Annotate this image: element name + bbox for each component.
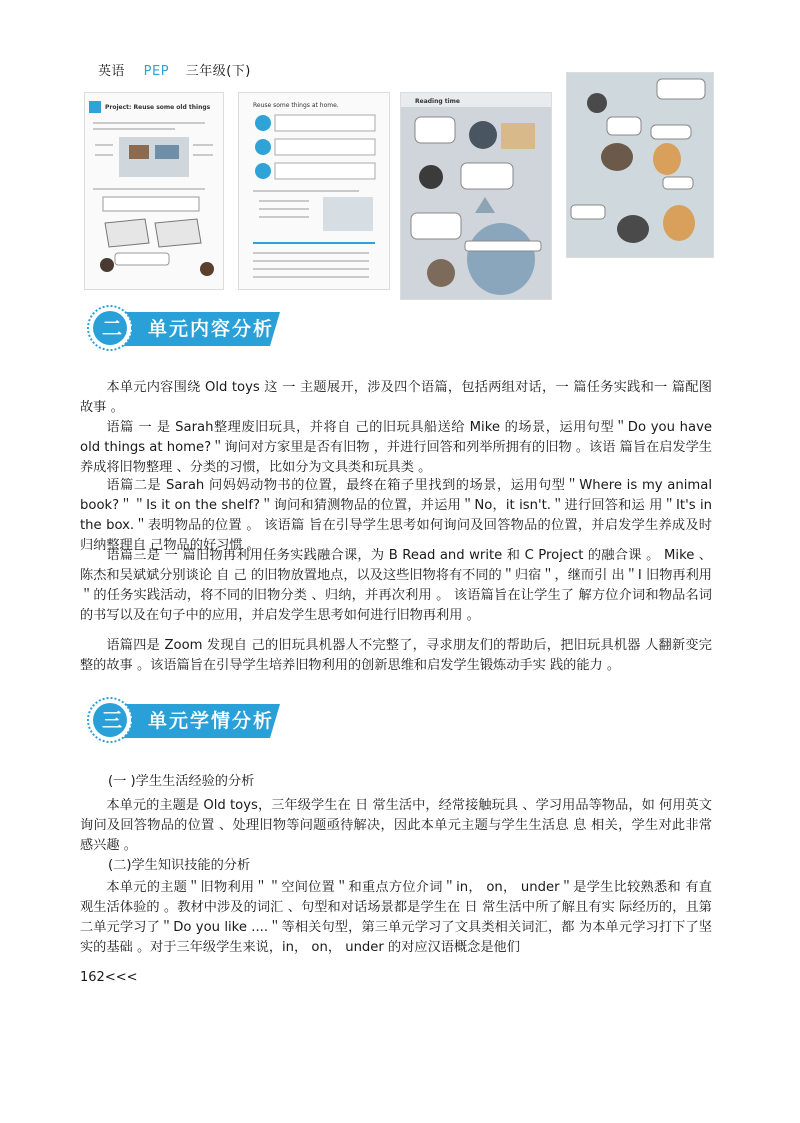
section-title: 单元学情分析 [148,710,275,732]
textbook-thumbnail-2 [238,92,390,290]
story-illustration [567,73,713,257]
project-page-illustration [85,93,223,289]
section-heading-content-analysis [84,304,284,352]
paragraph-knowledge-skills: 本单元的主题＂旧物利用＂＂空间位置＂和重点方位介词＂in， on， under＂是学生比较熟悉和 有直观生活体验的 。教材中涉及的词汇 、句型和对话场景都是学生在 日 常生活中所了解且有实 际经历的，且第二单元学习了＂Do you like ....＂等相关句型，第三单元学习了文具类相关词汇，都 为本单元学习打下了坚实的基础 。对于三年级学生来说，in， on， under 的对应汉语概念是他们 [80,880,712,955]
subheading-knowledge-skills: (二)学生知识技能的分析 [108,858,251,873]
paragraph-text-1: 语篇 一 是 Sarah整理废旧玩具，并将自 己的旧玩具船送给 Mike 的场景，运用句型＂Do you have old things at home?＂询问对方家里是否有旧物 ，并进行回答和列举所拥有的旧物 。该语 篇旨在启发学生养成将旧物整理 、分类的习惯，比如分为文具类和玩具类 。 [80,420,712,475]
paragraph-text-3: 语篇三是 一 篇旧物再利用任务实践融合课，为 B Read and write 和 C Project 的融合课 。 Mike 、陈杰和吴斌斌分别谈论 自 己 的旧物放置地点，以及这些旧物将有不同的＂归宿＂，继而引 出＂I 旧物再利用＂的任务实践活动，将不同的旧物分类 、归纳，并再次利用 。 该语篇旨在让学生了 解方位介词和物品名词的书写以及在句子中的应用，并启发学生思考如何进行旧物再利用 。 [80,548,712,623]
subheading-life-experience: (一 )学生生活经验的分析 [108,774,255,789]
paragraph-intro: 本单元内容围绕 Old toys 这 一 主题展开，涉及四个语篇，包括两组对话，一 篇任务实践和一 篇配图故事 。 [80,380,712,415]
textbook-thumbnail-4 [566,72,714,258]
page-header [98,60,251,79]
header-subject: 英语 [98,64,126,79]
paragraph-text-4: 语篇四是 Zoom 发现自 己的旧玩具机器人不完整了，寻求朋友们的帮助后，把旧玩具机器 人翻新变完整的故事 。该语篇旨在引导学生培养旧物利用的创新思维和启发学生锻炼动手实 践的能力 。 [80,638,712,673]
section-heading-learner-analysis [84,696,284,744]
header-grade: 三年级(下) [185,64,251,79]
textbook-thumbnail-1 [84,92,224,290]
reuse-steps-illustration [239,93,389,289]
section-number: 三 [102,708,122,732]
header-edition: PEP [143,64,170,79]
thumb2-title: Reuse some things at home. [253,102,339,109]
page-number: 162<<< [80,970,138,985]
thumb3-title: Reading time [415,98,460,105]
section-number: 二 [102,316,122,340]
paragraph-text-2: 语篇二是 Sarah 问妈妈动物书的位置，最终在箱子里找到的场景，运用句型＂Where is my animal book?＂＂Is it on the shelf?＂询问和猜测物品的位置，并运用＂No，it isn't.＂进行回答和运 用＂It's in the box.＂表明物品的位置 。 该语篇 旨在引导学生思考如何询问及回答物品的位置，并启发学生养成及时归纳整理自 己物品的好习惯 。 [80,478,712,553]
reading-time-illustration [401,93,551,299]
section-title: 单元内容分析 [148,318,275,340]
textbook-thumbnail-3 [400,92,552,300]
paragraph-life-experience: 本单元的主题是 Old toys，三年级学生在 日 常生活中，经常接触玩具 、学习用品等物品，如 何用英文询问及回答物品的位置 、处理旧物等问题亟待解决，因此本单元主题与学生生活息 息 相关，学生对此非常感兴趣 。 [80,798,712,853]
thumb1-title: Project: Reuse some old things [105,104,211,111]
